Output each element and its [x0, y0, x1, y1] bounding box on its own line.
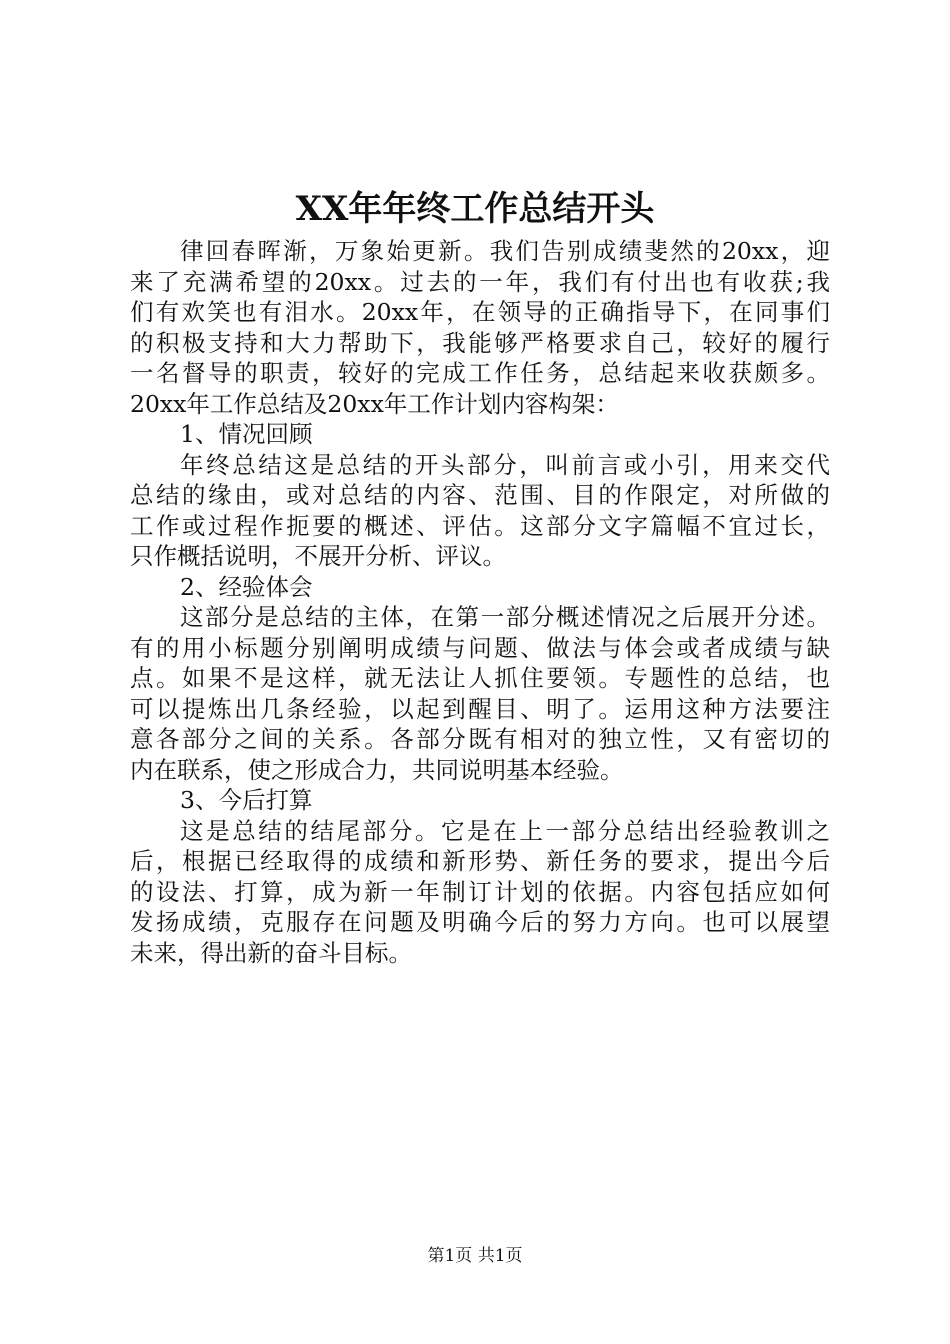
text-line: 20xx年工作总结及20xx年工作计划内容构架： — [130, 389, 619, 418]
text-line: 的设法、打算，成为新一年制订计划的依据。内容包括应如何 — [130, 877, 830, 906]
text-line: 只作概括说明，不展开分析、评议。 — [130, 542, 506, 570]
text-line: 2、经验体会 — [180, 572, 313, 601]
text-line: 们有欢笑也有泪水。20xx年，在领导的正确指导下，在同事们 — [130, 298, 830, 326]
text-line: 有的用小标题分别阐明成绩与问题、做法与体会或者成绩与缺 — [130, 633, 830, 662]
text-line: 内在联系，使之形成合力，共同说明基本经验。 — [130, 755, 624, 784]
text-line: 3、今后打算 — [180, 786, 313, 814]
text-line: 工作或过程作扼要的概述、评估。这部分文字篇幅不宜过长， — [130, 511, 830, 540]
page-footer: 第1页 共1页 — [427, 1246, 523, 1266]
text-line: 这部分是总结的主体，在第一部分概述情况之后展开分述。 — [180, 603, 830, 631]
text-line: 的积极支持和大力帮助下，我能够严格要求自己，较好的履行 — [130, 328, 830, 357]
text-line: 这是总结的结尾部分。它是在上一部分总结出经验教训之 — [180, 816, 830, 845]
text-line: 后，根据已经取得的成绩和新形势、新任务的要求，提出今后 — [130, 847, 830, 875]
text-line: 未来，得出新的奋斗目标。 — [130, 938, 412, 967]
document-body — [130, 236, 830, 968]
text-line: 可以提炼出几条经验，以起到醒目、明了。运用这种方法要注 — [130, 694, 830, 723]
text-line: 发扬成绩，克服存在问题及明确今后的努力方向。也可以展望 — [130, 908, 830, 936]
page-title: XX年年终工作总结开头 — [295, 189, 655, 229]
text-line: 意各部分之间的关系。各部分既有相对的独立性，又有密切的 — [130, 725, 830, 753]
text-line: 来了充满希望的20xx。过去的一年，我们有付出也有收获;我 — [130, 267, 830, 296]
text-line: 律回春晖渐，万象始更新。我们告别成绩斐然的20xx，迎 — [180, 237, 830, 265]
text-line: 总结的缘由，或对总结的内容、范围、目的作限定，对所做的 — [130, 481, 830, 509]
text-line: 点。如果不是这样，就无法让人抓住要领。专题性的总结，也 — [130, 664, 830, 692]
text-line: 1、情况回顾 — [180, 420, 313, 448]
text-line: 年终总结这是总结的开头部分，叫前言或小引，用来交代 — [180, 450, 830, 479]
text-line: 一名督导的职责，较好的完成工作任务，总结起来收获颇多。 — [130, 359, 830, 387]
